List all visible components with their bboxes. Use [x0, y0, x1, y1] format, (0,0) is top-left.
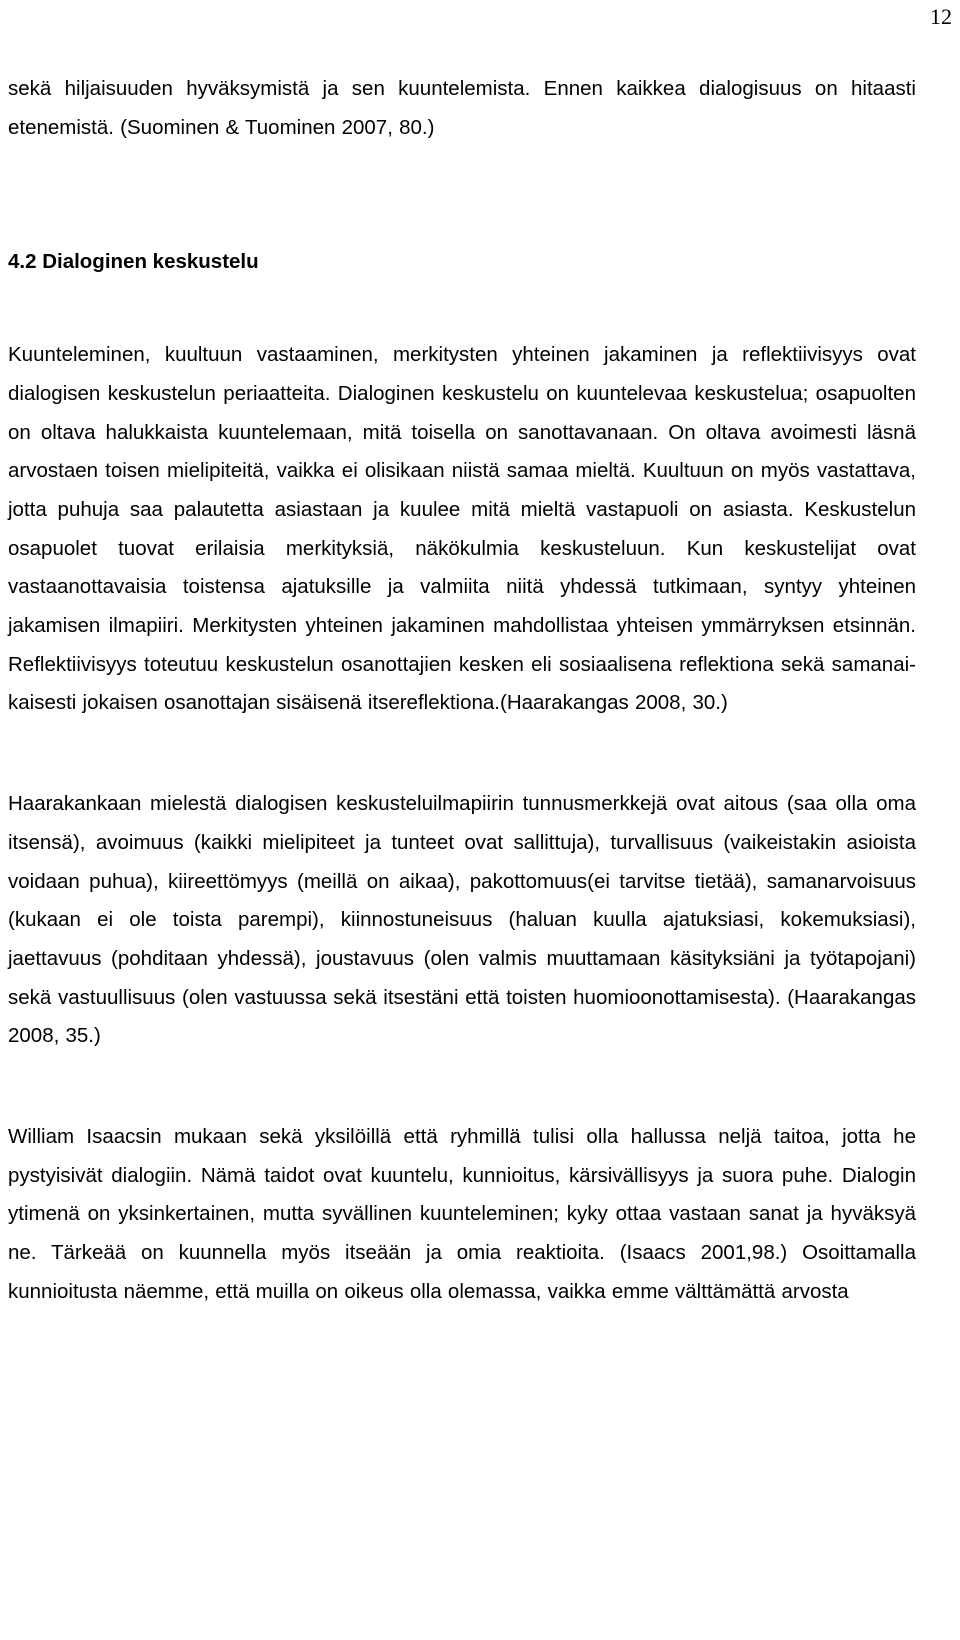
spacer [8, 723, 916, 785]
spacer [8, 282, 916, 336]
paragraph-continuation: sekä hiljaisuuden hyväksymistä ja sen kuuntelemista. Ennen kaikkea dialogisuus on hitaasti etenemistä. (Suominen & Tuominen 2007, 80.) [8, 77, 916, 139]
section-heading: 4.2 Dialoginen keskustelu [8, 250, 259, 274]
paragraph-isaacs-skills: William Isaacsin mukaan sekä yksilöillä että ryhmillä tulisi olla hallussa neljä taitoa, jotta he pystyisivät dialogiin. Nämä taidot ovat kuuntelu, kunnioitus, kärsivällisyys ja suora puhe. Dialogin ytimenä on yksinkertainen, mutta syvällinen kuunteleminen; kyky ottaa vastaan sanat ja hyväksyä ne. Tärkeää on kuunnella myös itseään ja omia reaktioita. (Isaacs 2001,98.) Osoittamalla kunnioitusta näemme, että muilla on oikeus olla olemassa, vaikka emme välttämättä arvosta [8, 1125, 916, 1303]
page-number: 12 [930, 4, 952, 29]
page-body [8, 70, 916, 1312]
spacer [8, 1056, 916, 1118]
spacer [8, 147, 916, 243]
paragraph-dialogue-principles: Kuunteleminen, kuultuun vastaaminen, merkitysten yhteinen jakaminen ja reflektiivisyys ovat dialogisen keskustelun periaatteita. Dialoginen keskustelu on kuuntelevaa keskustelua; osapuolten on oltava halukkaista kuuntelemaan, mitä toisella on sanottavanaan. On oltava avoimesti läsnä arvostaen toisen mielipiteitä, vaikka ei olisikaan niistä samaa mieltä. Kuultuun on myös vastattava, jotta puhuja saa palautetta asiastaan ja kuulee mitä mieltä vastapuoli on asiasta. Keskustelun osapuolet tuovat erilaisia merkityksiä, näkökulmia keskusteluun. Kun keskustelijat ovat vastaanottavaisia toistensa ajatuksille ja valmiita niitä yhdessä tutkimaan, syntyy yhteinen jakamisen ilmapiiri. Merkitysten yhteinen jakaminen mahdollistaa yhteisen ymmärryksen etsinnän. Reflektiivisyys toteutuu keskustelun osanottajien kesken eli sosiaalisena reflektiona sekä samanaikaisesti jokaisen osanottajan sisäisenä itsereflektiona.(Haarakangas 2008, 30.) [8, 343, 916, 715]
paragraph-dialogue-climate: Haarakankaan mielestä dialogisen keskusteluilmapiirin tunnusmerkkejä ovat aitous (saa olla oma itsensä), avoimuus (kaikki mielipiteet ja tunteet ovat sallittuja), turvallisuus (vaikeistakin asioista voidaan puhua), kiireettömyys (meillä on aikaa), pakottomuus(ei tarvitse tietää), samanarvoisuus (kukaan ei ole toista parempi), kiinnostuneisuus (haluan kuulla ajatuksiasi, kokemuksiasi), jaettavuus (pohditaan yhdessä), joustavuus (olen valmis muuttamaan käsityksiäni ja työtapojani) sekä vastuullisuus (olen vastuussa sekä itsestäni että toisten huomioonottamisesta). (Haarakangas 2008, 35.) [8, 792, 916, 1048]
